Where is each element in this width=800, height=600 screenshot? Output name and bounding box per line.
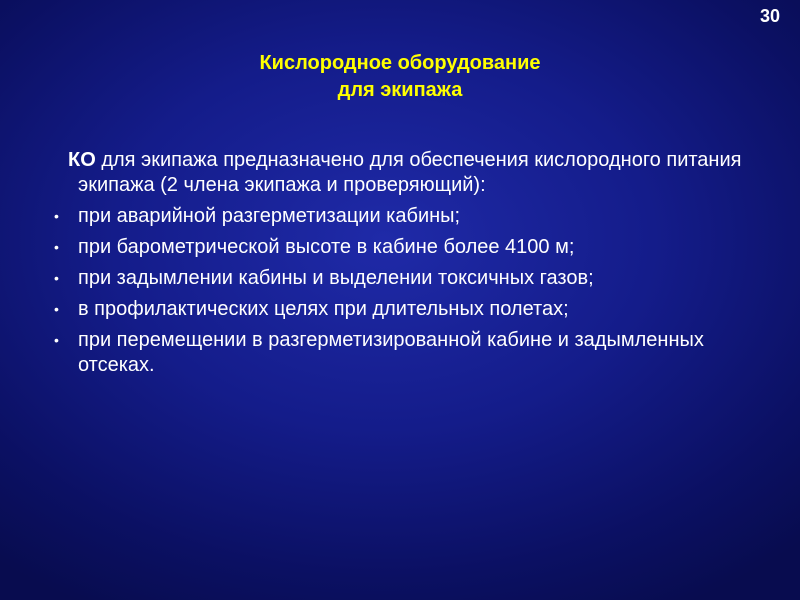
bullet-dot-icon: • bbox=[54, 239, 59, 255]
bullet-dot-icon: • bbox=[54, 301, 59, 317]
list-item-text: в профилактических целях при длительных полетах; bbox=[78, 298, 569, 320]
intro-text: для экипажа предназначено для обеспечения кислородного питания экипажа (2 члена экипажа и проверяющий): bbox=[78, 149, 742, 196]
bullet-dot-icon: • bbox=[54, 270, 59, 286]
slide-title-line-2: для экипажа bbox=[337, 79, 463, 101]
list-item-text: при перемещении в разгерметизированной кабине и задымленных отсеках. bbox=[78, 329, 704, 376]
slide-title bbox=[0, 50, 800, 104]
slide-title-line-1: Кислородное оборудование bbox=[259, 52, 541, 74]
bullet-dot-icon: • bbox=[54, 332, 59, 348]
list-item bbox=[50, 204, 770, 229]
list-item-text: при барометрической высоте в кабине более 4100 м; bbox=[78, 236, 575, 258]
slide-body bbox=[50, 148, 770, 384]
list-item bbox=[50, 328, 770, 378]
list-item bbox=[50, 266, 770, 291]
intro-bold-term: КО bbox=[68, 149, 96, 171]
bullet-dot-icon: • bbox=[54, 208, 59, 224]
slide-number: 30 bbox=[759, 6, 780, 26]
intro-paragraph bbox=[50, 148, 770, 198]
list-item-text: при аварийной разгерметизации кабины; bbox=[78, 205, 461, 227]
list-item bbox=[50, 235, 770, 260]
bullet-list bbox=[50, 204, 770, 378]
list-item bbox=[50, 297, 770, 322]
list-item-text: при задымлении кабины и выделении токсичных газов; bbox=[78, 267, 594, 289]
